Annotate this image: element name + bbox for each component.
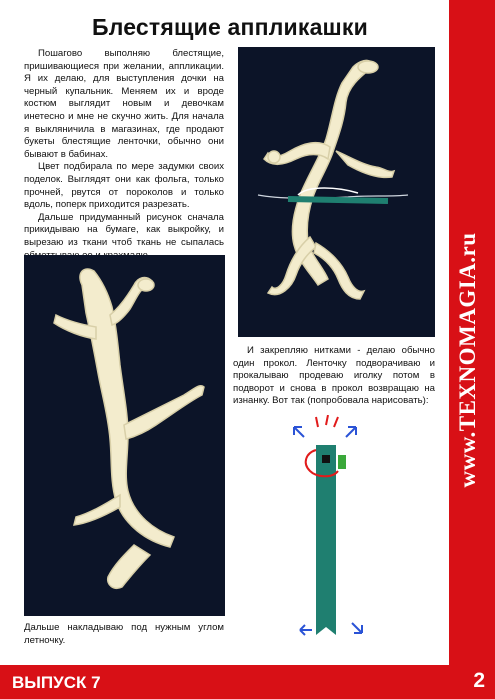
paragraph: Дальше придуманный рисунок сначала прикидываю на бумаге, как выкройку, и вырезаю из ткани чтоб ткань не сыпалась [24, 211, 224, 248]
ribbon-tail [316, 615, 336, 635]
ribbon-shape [316, 445, 336, 615]
issue-label: ВЫПУСК 7 [12, 673, 101, 692]
paragraph: И закрепляю нитками - делаю обычно один прокол. Ленточку подворачиваю и прокалываю продеваю иголку потом в подворот и снова в прокол возвращаю на изнанку. Вот так (попробовала нарисовать): [233, 345, 435, 407]
lizard-shape [24, 255, 225, 616]
caption-text: Дальше накладываю под нужным углом летночку. [24, 622, 224, 646]
arrow-icon [352, 623, 362, 633]
green-mark [338, 455, 346, 469]
stitch-hole [322, 455, 330, 463]
stitch-diagram [286, 415, 376, 645]
lizard-applique-photo-bottom [24, 255, 225, 616]
page-title: Блестящие аппликашки [92, 14, 368, 40]
paragraph: Цвет подбирала по мере задумки своих поделок. Выглядят они как фольга, только прочней, рвутся от пороколов и только вдоль, поперк приходится разрезать. [24, 161, 224, 211]
arrow-left-icon [300, 625, 312, 635]
needle-marks [316, 415, 338, 427]
intro-text [24, 48, 224, 262]
page-number: 2 [473, 669, 485, 692]
arrow-icon [346, 427, 356, 437]
arrow-icon [294, 427, 304, 437]
paragraph: Пошагово выполняю блестящие, пришивающиеся при желании, аппликации. Я их делаю, для выступления дочки на черный купальник. Меняем их и вроде костюм выглядит новым и девочкам инетесно и мне не скучно жить. Для начала я выкляничила в магазинах, где продают букеты блестящие ленточки, обычно они бывают в бабинах. [24, 48, 224, 160]
lizard-applique-photo-top [238, 47, 435, 337]
stitching-text [233, 345, 435, 408]
lizard-shape [238, 47, 435, 337]
